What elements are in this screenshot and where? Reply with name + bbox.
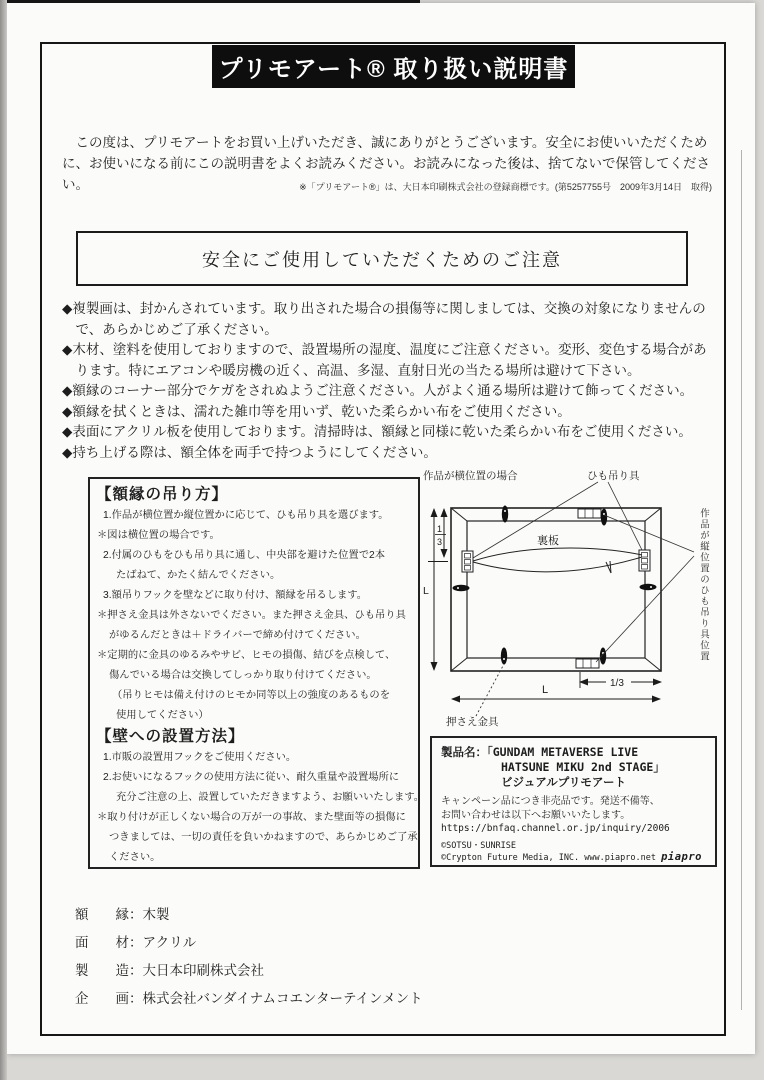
hanging-note: ＊押さえ金具は外さないでください。また押さえ金具、ひも吊り具	[97, 610, 406, 621]
wall-step-cont: 充分ご注意の上、設置していただきますよう、お願いいたします。	[116, 792, 425, 803]
spec-row-frame: 額 縁：木製	[75, 907, 170, 922]
safety-heading: 安全にご使用していただくためのご注意	[202, 249, 562, 270]
vertical-position-label: 作品が縦位置のひも吊り具位置	[698, 508, 709, 662]
hanging-section-heading: 【額縁の吊り方】	[96, 486, 229, 503]
copyright-line	[441, 852, 707, 864]
vertical-hardware-slot-bottom	[576, 659, 599, 668]
wall-step: 1.市販の設置用フックをご使用ください。	[103, 752, 297, 763]
retaining-clips	[453, 506, 657, 665]
document-title-banner	[212, 45, 575, 88]
safety-bullet: ◆表面にアクリル板を使用しております。清掃時は、額縁と同様に乾いた柔らかい布をご使用ください。	[62, 424, 692, 439]
clip-screws	[457, 510, 652, 660]
leader-line	[604, 515, 694, 552]
copyright-line: ©SOTSU・SUNRISE	[441, 841, 517, 851]
frame-back-diagram	[420, 466, 722, 732]
inquiry-url: https://bnfaq.channel.or.jp/inquiry/2006	[441, 823, 670, 834]
intro-paragraph: この度は、プリモアートをお買い上げいただき、誠にありがとうございます。安全にお使いいただくために、お使いになる前にこの説明書をよくお読みください。お読みになった後は、捨てないで保管してください。	[62, 134, 710, 192]
document-title: プリモアート® 取り扱い説明書	[218, 56, 569, 83]
safety-bullet: ◆複製画は、封かんされています。取り出された場合の損傷等に関しましては、交換の対象になりませんので、あらかじめご了承ください。	[62, 301, 706, 337]
fraction-numerator: 1	[437, 524, 443, 534]
safety-bullet: ◆額縁を拭くときは、濡れた雑巾等を用いず、乾いた柔らかい布をご使用ください。	[62, 403, 571, 419]
clip-label: 押さえ金具	[446, 716, 499, 728]
dim-height-label: L	[423, 585, 429, 597]
hanging-step: 1.作品が横位置か縦位置かに応じて、ひも吊り具を選びます。	[103, 510, 389, 521]
product-name-line: 製品名：「GUNDAM METAVERSE LIVE	[441, 745, 639, 759]
campaign-note: キャンペーン品につき非売品です。発送不備等、	[441, 796, 660, 807]
safety-bullet: ◆額縁のコーナー部分でケガをされぬようご注意ください。人がよく通る場所は避けて飾ってください。	[62, 383, 694, 398]
spec-row-planner: 企 画：株式会社バンダイナムコエンターテインメント	[75, 991, 423, 1006]
backboard-label: 裏板	[537, 535, 559, 547]
scan-artifact-top	[0, 0, 420, 3]
safety-bullet: ◆木材、塗料を使用しておりますので、設置場所の湿度、温度にご注意ください。変形、変色する場合があります。特にエアコンや暖房機の近く、高温、多湿、直射日光の当たる場所は避けて下さい。	[62, 342, 707, 378]
hanging-note: ＊図は横位置の場合です。	[97, 530, 220, 541]
scan-artifact-right	[741, 150, 742, 1010]
himo-hardware-left	[462, 551, 473, 572]
leader-line	[473, 482, 598, 558]
safety-heading-box	[76, 231, 688, 286]
himo-hardware-label: ひも吊り具	[587, 470, 640, 482]
campaign-note: お問い合わせは以下へお願いいたします。	[441, 809, 631, 821]
vertical-hardware-slot-top	[578, 509, 601, 518]
hanging-string	[473, 548, 642, 573]
wall-note-cont: ください。	[109, 852, 161, 863]
hanging-note-paren: 使用してください）	[116, 710, 209, 721]
instructions-box	[88, 477, 425, 869]
leader-line	[608, 482, 643, 552]
trademark-note: ※「プリモアート®」は、大日本印刷株式会社の登録商標です。(第5257755号 2009年3月14日 取得)	[299, 182, 712, 192]
spec-row-surface: 面 材：アクリル	[75, 935, 197, 950]
product-info-box	[430, 736, 717, 867]
hanging-step: 2.付属のひもをひも吊り具に通し、中央部を避けた位置で2本	[103, 550, 386, 561]
frame-mitre-joints	[451, 508, 661, 671]
wall-step: 2.お使いになるフックの使用方法に従い、耐久重量や設置場所に	[103, 772, 400, 783]
hanging-note-cont: がゆるんだときは＋ドライバーで締め付けてください。	[109, 630, 366, 641]
hanging-note-paren: （吊りヒモは備え付けのヒモか同等以上の強度のあるものを	[112, 690, 391, 701]
frame-outer-edge	[451, 508, 661, 671]
wall-section-heading: 【壁への設置方法】	[96, 728, 245, 745]
dim-third-label: 1/3	[610, 678, 624, 689]
product-name-line: HATSUNE MIKU 2nd STAGE」	[501, 760, 665, 774]
product-name-line: ビジュアルプリモアート	[501, 775, 627, 789]
fraction-denominator: 3	[437, 537, 443, 547]
diagram-caption: 作品が横位置の場合	[423, 470, 518, 482]
spec-list	[75, 901, 423, 1013]
hanging-step: 3.額吊りフックを壁などに取り付け、額縁を吊るします。	[103, 590, 368, 601]
hanging-note: ＊定期的に金具のゆるみやサビ、ヒモの損傷、結びを点検して、	[97, 650, 396, 661]
spec-row-manufacturer: 製 造：大日本印刷株式会社	[75, 963, 264, 978]
himo-hardware-right	[639, 550, 650, 571]
hanging-note-cont: 傷んでいる場合は交換してしっかり取り付けてください。	[109, 670, 377, 681]
hanging-step-cont: たばねて、かたく結んでください。	[116, 570, 281, 581]
safety-bullet-list	[62, 299, 714, 463]
dim-width-label: L	[542, 684, 549, 696]
frame-diagram-svg	[420, 466, 722, 732]
piapro-logo: piapro	[661, 851, 702, 863]
safety-bullet: ◆持ち上げる際は、額全体を両手で持つようにしてください。	[62, 444, 437, 460]
wall-note: ＊取り付けが正しくない場合の万が一の事故、また壁面等の損傷に	[97, 812, 406, 823]
copyright-text: ©Crypton Future Media, INC. www.piapro.net	[441, 853, 656, 863]
wall-note-cont: つきましては、一切の責任を負いかねますので、あらかじめご了承	[109, 832, 418, 843]
scan-artifact-left	[0, 0, 7, 1080]
